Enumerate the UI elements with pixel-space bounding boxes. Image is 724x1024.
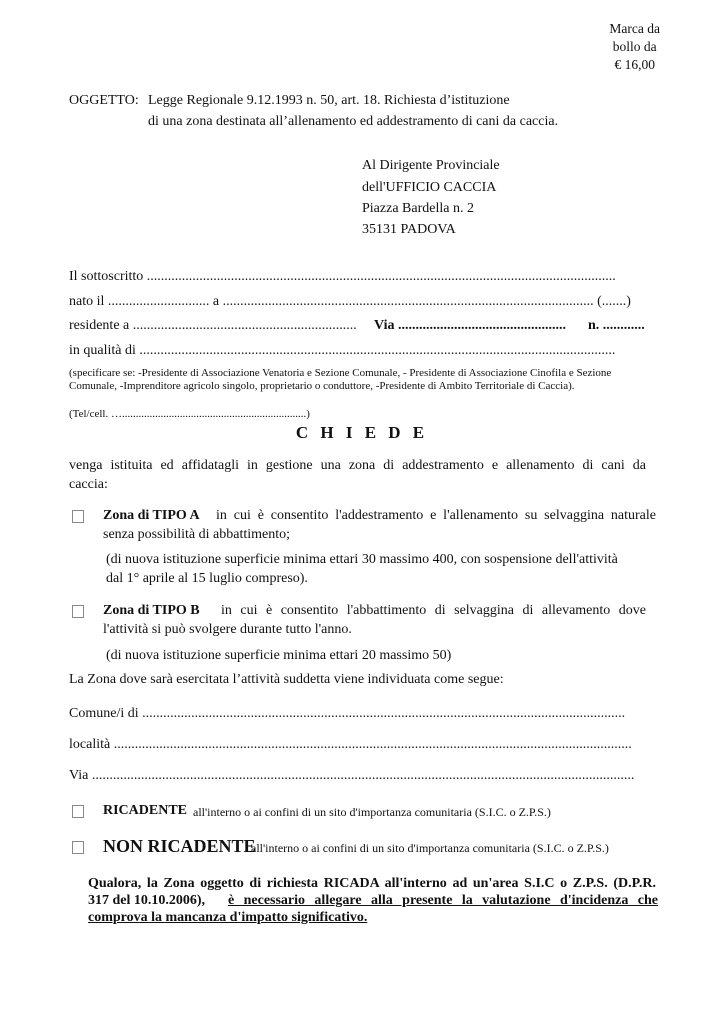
zone-type-b-title: Zona di TIPO B bbox=[103, 603, 200, 618]
residence-street-field[interactable]: Via ................................................ bbox=[374, 318, 566, 333]
request-line-2: caccia: bbox=[69, 477, 108, 492]
zone-municipality-field[interactable]: Comune/i di .......................................................................................................................................... bbox=[69, 706, 626, 721]
ricadente-label: RICADENTE bbox=[103, 803, 188, 818]
zone-type-a-note-line-1: (di nuova istituzione superficie minima ettari 30 massimo 400, con sospensione dell'attività bbox=[106, 552, 618, 567]
phone-field[interactable]: (Tel/cell. …...................................................................) bbox=[69, 408, 310, 420]
subject-line-1: Legge Regionale 9.12.1993 n. 50, art. 18. Richiesta d’istituzione bbox=[148, 93, 510, 108]
subject-label: OGGETTO: bbox=[69, 93, 139, 108]
zone-type-a-note-line-2: dal 1° aprile al 15 luglio compreso). bbox=[106, 571, 308, 586]
birth-date-place-field[interactable]: nato il ............................. a .......................................................................................................... (.......) bbox=[69, 294, 631, 309]
recipient-line-3: Piazza Bardella n. 2 bbox=[362, 201, 474, 216]
notice-line-3: comprova la mancanza d'impatto significativo. bbox=[88, 910, 368, 925]
notice-line-2-underlined: è necessario allegare alla presente la valutazione d'incidenza che bbox=[228, 893, 658, 908]
specify-note-line-1: (specificare se: -Presidente di Associazione Venatoria e Sezione Comunale, - Presidente di Associazione Cinofila e Sezione bbox=[69, 367, 612, 379]
zone-type-b-note: (di nuova istituzione superficie minima ettari 20 massimo 50) bbox=[106, 648, 452, 663]
request-heading: C H I E D E bbox=[295, 423, 429, 442]
zone-type-a-title: Zona di TIPO A bbox=[103, 508, 200, 523]
request-line-1: venga istituita ed affidatagli in gestione una zona di addestramento e allenamento di cani da bbox=[69, 458, 646, 473]
residence-city-field[interactable]: residente a ................................................................ bbox=[69, 318, 357, 333]
zone-type-a-desc-line-2: senza possibilità di abbattimento; bbox=[103, 527, 291, 542]
specify-note-line-2: Comunale, -Imprenditore agricolo singolo, proprietario o conduttore, -Presidente di Ambito Territoriale di Caccia). bbox=[69, 380, 575, 392]
non-ricadente-text: all'interno o ai confini di un sito d'importanza comunitaria (S.I.C. o Z.P.S.) bbox=[251, 841, 609, 855]
notice-line-1: Qualora, la Zona oggetto di richiesta RICADA all'interno ad un'area S.I.C o Z.P.S. (D.P.R. bbox=[88, 876, 656, 891]
zone-street-field[interactable]: Via ........................................................................................................................................................... bbox=[69, 768, 635, 783]
zone-type-a-desc-line-1: in cui è consentito l'addestramento e l'allenamento su selvaggina naturale bbox=[216, 508, 656, 523]
recipient-line-4: 35131 PADOVA bbox=[362, 222, 456, 237]
ricadente-checkbox[interactable] bbox=[72, 805, 84, 818]
non-ricadente-checkbox[interactable] bbox=[72, 841, 84, 854]
zone-intro: La Zona dove sarà esercitata l’attività suddetta viene individuata come segue: bbox=[69, 672, 504, 687]
non-ricadente-label: NON RICADENTE bbox=[103, 836, 256, 856]
notice-line-2 bbox=[88, 892, 658, 910]
stamp-line-1: Marca da bbox=[609, 21, 660, 36]
zone-type-b-desc-line-1: in cui è consentito l'abbattimento di selvaggina di allevamento dove bbox=[221, 603, 646, 618]
zone-locality-field[interactable]: località .................................................................................................................................................... bbox=[69, 737, 632, 752]
zone-type-b-checkbox[interactable] bbox=[72, 605, 84, 618]
notice-line-2-plain: 317 del 10.10.2006), bbox=[88, 893, 206, 908]
stamp-line-2: bollo da bbox=[612, 39, 657, 54]
recipient-line-2: dell'UFFICIO CACCIA bbox=[362, 180, 497, 195]
ricadente-text: all'interno o ai confini di un sito d'importanza comunitaria (S.I.C. o Z.P.S.) bbox=[193, 805, 551, 819]
stamp-line-3: € 16,00 bbox=[614, 57, 655, 72]
signatory-field[interactable]: Il sottoscritto ...................................................................................................................................... bbox=[69, 269, 616, 284]
residence-number-field[interactable]: n. ............ bbox=[588, 318, 645, 333]
zone-type-b-desc-line-2: l'attività si può svolgere durante tutto l'anno. bbox=[103, 622, 352, 637]
zone-type-a-checkbox[interactable] bbox=[72, 510, 84, 523]
capacity-field[interactable]: in qualità di ........................................................................................................................................ bbox=[69, 343, 616, 358]
tax-stamp-note bbox=[609, 20, 660, 74]
subject-line-2: di una zona destinata all’allenamento ed addestramento di cani da caccia. bbox=[148, 114, 559, 129]
recipient-line-1: Al Dirigente Provinciale bbox=[362, 158, 500, 173]
